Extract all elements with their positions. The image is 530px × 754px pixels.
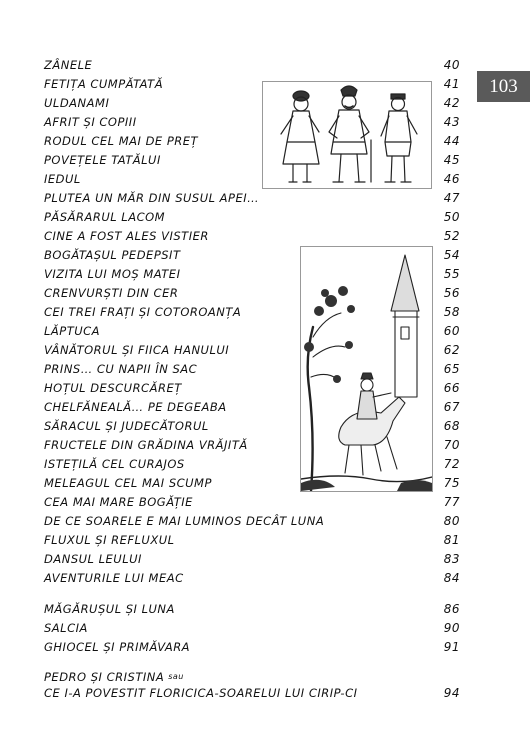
toc-entry-page: 66: [443, 381, 460, 395]
toc-entry-title: LĂPTUCA: [44, 324, 101, 338]
toc-entry-title: CINE A FOST ALES VISTIER: [44, 229, 209, 243]
toc-entry[interactable]: [44, 493, 460, 512]
toc-entry[interactable]: [44, 600, 460, 619]
toc-entry-page: 90: [443, 621, 460, 635]
toc-entry-title: DE CE SOARELE E MAI LUMINOS DECÂT LUNA: [44, 514, 325, 528]
toc-entry[interactable]: [44, 56, 460, 75]
toc-entry-title: PĂSĂRARUL LACOM: [44, 210, 166, 224]
toc-entry-page: 46: [443, 172, 460, 186]
toc-entry-page: 42: [443, 96, 460, 110]
toc-entry-title: BOGĂTAȘUL PEDEPSIT: [44, 248, 181, 262]
toc-entry[interactable]: [44, 619, 460, 638]
toc-entry-page: 52: [443, 229, 460, 243]
toc-entry-title: RODUL CEL MAI DE PREȚ: [44, 134, 199, 148]
toc-entry[interactable]: [44, 208, 460, 227]
toc-entry-page: 50: [443, 210, 460, 224]
toc-entry-title: FLUXUL ȘI REFLUXUL: [44, 533, 175, 547]
three-men-drawing: [263, 82, 431, 188]
toc-entry-title: HOȚUL DESCURCĂREȚ: [44, 381, 182, 395]
toc-entry-last-line1[interactable]: [44, 669, 460, 685]
toc-entry-page: 47: [443, 191, 460, 205]
toc-entry-title: PRINS… CU NAPII ÎN SAC: [44, 362, 198, 376]
toc-entry[interactable]: [44, 569, 460, 588]
toc-entry-page: 40: [443, 58, 460, 72]
toc-entry-title: ULDANAMI: [44, 96, 110, 110]
toc-entry-page: 45: [443, 153, 460, 167]
toc-entry-title: VIZITA LUI MOȘ MATEI: [44, 267, 181, 281]
toc-entry-title: MĂGĂRUȘUL ȘI LUNA: [44, 602, 175, 616]
toc-entry-page: 56: [443, 286, 460, 300]
toc-entry-page: 72: [443, 457, 460, 471]
toc-entry-page: 81: [443, 533, 460, 547]
toc-entry-title: FETIȚA CUMPĂTATĂ: [44, 77, 164, 91]
toc-entry-title: ZÂNELE: [44, 58, 93, 72]
toc-entry-page: 58: [443, 305, 460, 319]
toc-entry-title: SĂRACUL ȘI JUDECĂTORUL: [44, 419, 209, 433]
toc-entry-page: 67: [443, 400, 460, 414]
toc-entry-page: 54: [443, 248, 460, 262]
toc-entry-title: MELEAGUL CEL MAI SCUMP: [44, 476, 212, 490]
toc-entry-page: 80: [443, 514, 460, 528]
toc-entry[interactable]: [44, 227, 460, 246]
toc-entry-page: 43: [443, 115, 460, 129]
toc-entry-page: 44: [443, 134, 460, 148]
toc-entry-title: AVENTURILE LUI MEAC: [44, 571, 184, 585]
toc-entry-title: DANSUL LEULUI: [44, 552, 142, 566]
toc-entry-title: CRENVURȘTI DIN CER: [44, 286, 179, 300]
toc-entry-page: 60: [443, 324, 460, 338]
toc-entry-page: 86: [443, 602, 460, 616]
toc-entry[interactable]: [44, 550, 460, 569]
toc-entry-page: 70: [443, 438, 460, 452]
toc-entry-page: 41: [443, 77, 460, 91]
toc-entry-title: PEDRO ȘI CRISTINA: [44, 670, 165, 684]
toc-entry-page: 84: [443, 571, 460, 585]
page-number-badge: 103: [477, 71, 530, 102]
toc-entry-title: ISTEȚILĂ CEL CURAJOS: [44, 457, 185, 471]
illustration-tower-and-rider: [300, 246, 433, 492]
toc-entry-page: 77: [443, 495, 460, 509]
toc-entry-last-line2[interactable]: [44, 685, 460, 701]
toc-entry-page: 68: [443, 419, 460, 433]
toc-entry[interactable]: [44, 531, 460, 550]
toc-entry-page: 75: [443, 476, 460, 490]
illustration-three-men: [262, 81, 432, 189]
toc-entry-page: 91: [443, 640, 460, 654]
toc-entry-title: FRUCTELE DIN GRĂDINA VRĂJITĂ: [44, 438, 248, 452]
toc-entry-title: CHELFĂNEALĂ… PE DEGEABA: [44, 400, 227, 414]
toc-entry-title: CE I-A POVESTIT FLORICICA-SOARELUI LUI CIRIP-CI: [44, 686, 358, 700]
toc-entry-title: SALCIA: [44, 621, 88, 635]
toc-entry-conjunction: sau: [168, 672, 184, 681]
toc-entry-title: VÂNĂTORUL ȘI FIICA HANULUI: [44, 343, 230, 357]
tower-rider-drawing: [301, 247, 432, 491]
toc-entry-page: 94: [443, 686, 460, 700]
toc-entry[interactable]: [44, 512, 460, 531]
toc-entry-page: 65: [443, 362, 460, 376]
toc-entry-title: CEA MAI MARE BOGĂȚIE: [44, 495, 193, 509]
toc-entry[interactable]: [44, 638, 460, 657]
toc-entry-title: AFRIT ȘI COPIII: [44, 115, 137, 129]
toc-entry-title: POVEȚELE TATĂLUI: [44, 153, 161, 167]
toc-entry-title: GHIOCEL ȘI PRIMĂVARA: [44, 640, 191, 654]
toc-entry-title: CEI TREI FRAȚI ȘI COTOROANȚA: [44, 305, 242, 319]
toc-entry-title: IEDUL: [44, 172, 81, 186]
toc-entry-page: 62: [443, 343, 460, 357]
toc-entry-title: PLUTEA UN MĂR DIN SUSUL APEI…: [44, 191, 260, 205]
toc-entry-page: 55: [443, 267, 460, 281]
toc-entry-page: 83: [443, 552, 460, 566]
toc-entry[interactable]: [44, 189, 460, 208]
